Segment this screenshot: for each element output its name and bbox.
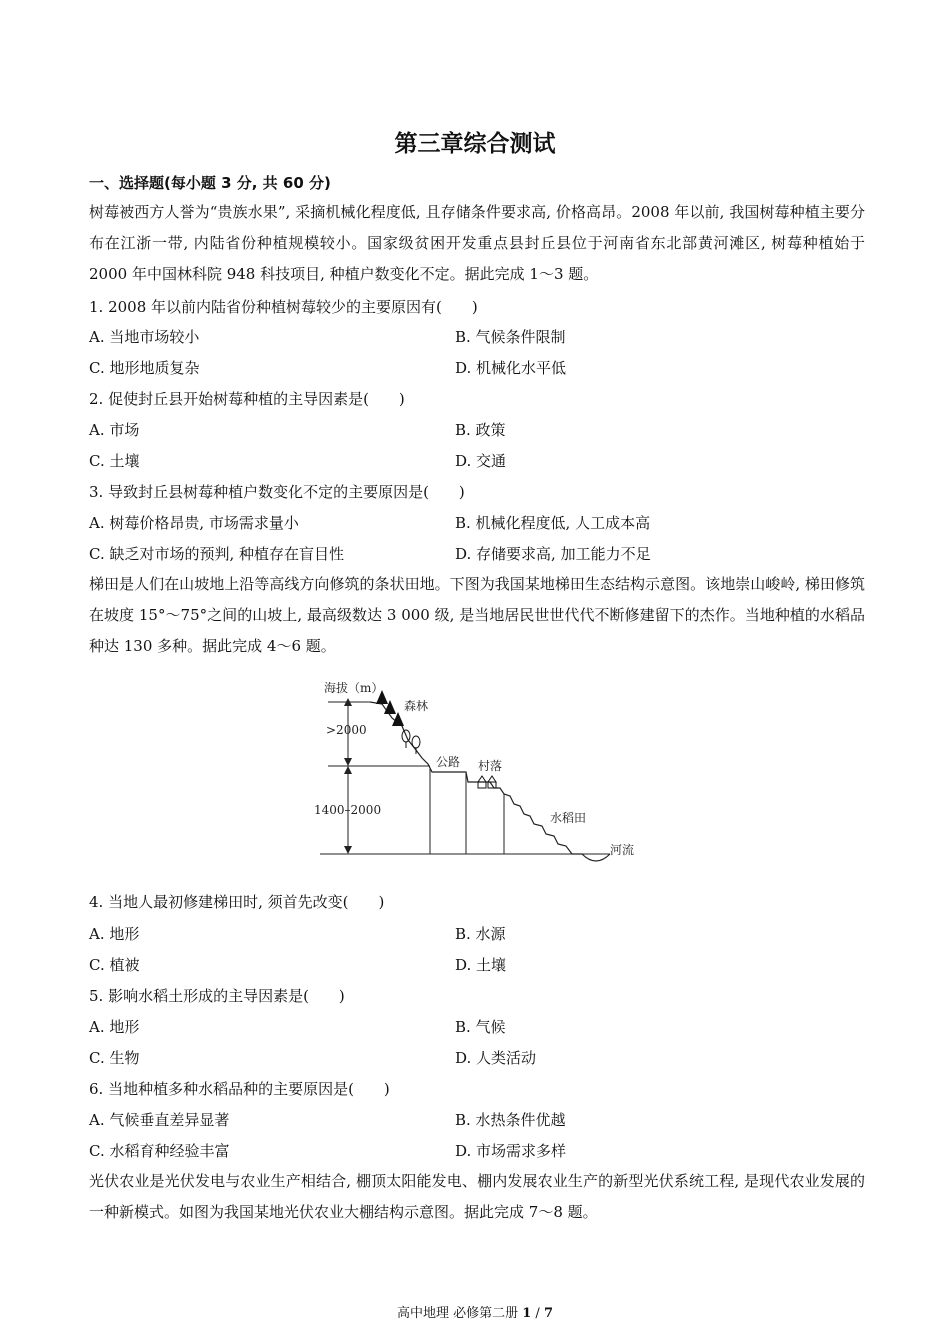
- question-6-option-c: C. 水稻育种经验丰富: [89, 1142, 230, 1160]
- label-paddy: 水稻田: [550, 811, 587, 825]
- question-6-stem: 6. 当地种植多种水稻品种的主要原因是( ): [89, 1080, 390, 1098]
- label-road: 公路: [436, 755, 461, 769]
- question-3-stem: 3. 导致封丘县树莓种植户数变化不定的主要原因是( ): [89, 483, 465, 501]
- river-bed: [582, 854, 610, 861]
- question-2-option-c: C. 土壤: [89, 452, 140, 470]
- question-3-option-b: B. 机械化程度低, 人工成本高: [455, 514, 651, 532]
- label-village: 村落: [478, 759, 503, 773]
- question-1-stem: 1. 2008 年以前内陆省份种植树莓较少的主要原因有( ): [89, 298, 478, 316]
- passage-2: 梯田是人们在山坡地上沿等高线方向修筑的条状田地。下图为我国某地梯田生态结构示意图。该地崇山峻岭, 梯田修筑在坡度 15°～75°之间的山坡上, 最高级数达 3 000 级, 是当地居民世世代代不断修建留下的杰作。当地种植的水稻品种达 130 多种。据此完成 4～6 题。: [89, 575, 865, 655]
- question-6-option-b: B. 水热条件优越: [455, 1111, 566, 1129]
- question-4-stem: 4. 当地人最初修建梯田时, 须首先改变( ): [89, 893, 385, 911]
- footer-total-pages: 7: [543, 1306, 553, 1321]
- label-upper-range: >2000: [326, 723, 367, 737]
- question-5-option-d: D. 人类活动: [455, 1049, 537, 1067]
- question-4-option-b: B. 水源: [455, 925, 506, 943]
- question-2-stem: 2. 促使封丘县开始树莓种植的主导因素是( ): [89, 390, 405, 408]
- axis-arrow-down: [344, 758, 352, 766]
- question-2-option-a: A. 市场: [89, 421, 140, 439]
- footer-subject: 高中地理 必修第二册: [396, 1306, 523, 1321]
- passage-1: 树莓被西方人誉为“贵族水果”, 采摘机械化程度低, 且存储条件要求高, 价格高昂。2008 年以前, 我国树莓种植主要分布在江浙一带, 内陆省份种植规模较小。国家级贫困开发重点县封丘县位于河南省东北部黄河滩区, 树莓种植始于 2000 年中国林科院 948 科技项目, 种植户数变化不定。据此完成 1～3 题。: [89, 203, 865, 283]
- question-6-option-d: D. 市场需求多样: [455, 1142, 567, 1160]
- label-river: 河流: [610, 843, 635, 857]
- question-1-option-c: C. 地形地质复杂: [89, 359, 200, 377]
- question-1-option-b: B. 气候条件限制: [455, 328, 566, 346]
- question-4-option-a: A. 地形: [89, 925, 140, 943]
- question-2-option-b: B. 政策: [455, 421, 506, 439]
- passage-3: 光伏农业是光伏发电与农业生产相结合, 棚顶太阳能发电、棚内发展农业生产的新型光伏系统工程, 是现代农业发展的一种新模式。如图为我国某地光伏农业大棚结构示意图。据此完成 7～8 题。: [89, 1172, 865, 1221]
- axis-arrow-bottom: [344, 846, 352, 854]
- question-4-option-c: C. 植被: [89, 956, 140, 974]
- question-5-option-c: C. 生物: [89, 1049, 140, 1067]
- label-forest: 森林: [404, 699, 429, 713]
- question-5-option-a: A. 地形: [89, 1018, 140, 1036]
- terrace-diagram: [310, 672, 650, 872]
- question-4-option-d: D. 土壤: [455, 956, 507, 974]
- section-heading: 一、选择题(每小题 3 分, 共 60 分): [89, 174, 331, 192]
- question-5-stem: 5. 影响水稻土形成的主导因素是( ): [89, 987, 345, 1005]
- page-title: 第三章综合测试: [394, 131, 556, 157]
- question-6-option-a: A. 气候垂直差异显著: [89, 1111, 230, 1129]
- label-elevation: 海拔（m）: [324, 681, 384, 695]
- question-1-option-a: A. 当地市场较小: [89, 328, 200, 346]
- question-3-option-d: D. 存储要求高, 加工能力不足: [455, 545, 651, 563]
- question-5-option-b: B. 气候: [455, 1018, 506, 1036]
- page-footer: [0, 1302, 950, 1321]
- question-2-option-d: D. 交通: [455, 452, 507, 470]
- question-1-option-d: D. 机械化水平低: [455, 359, 567, 377]
- label-lower-range: 1400–2000: [314, 803, 382, 817]
- question-3-option-c: C. 缺乏对市场的预判, 种植存在盲目性: [89, 545, 345, 563]
- axis-arrow-up-lower: [344, 766, 352, 774]
- footer-page-number: 1: [522, 1306, 532, 1321]
- footer-separator: /: [531, 1306, 544, 1321]
- question-3-option-a: A. 树莓价格昂贵, 市场需求量小: [89, 514, 299, 532]
